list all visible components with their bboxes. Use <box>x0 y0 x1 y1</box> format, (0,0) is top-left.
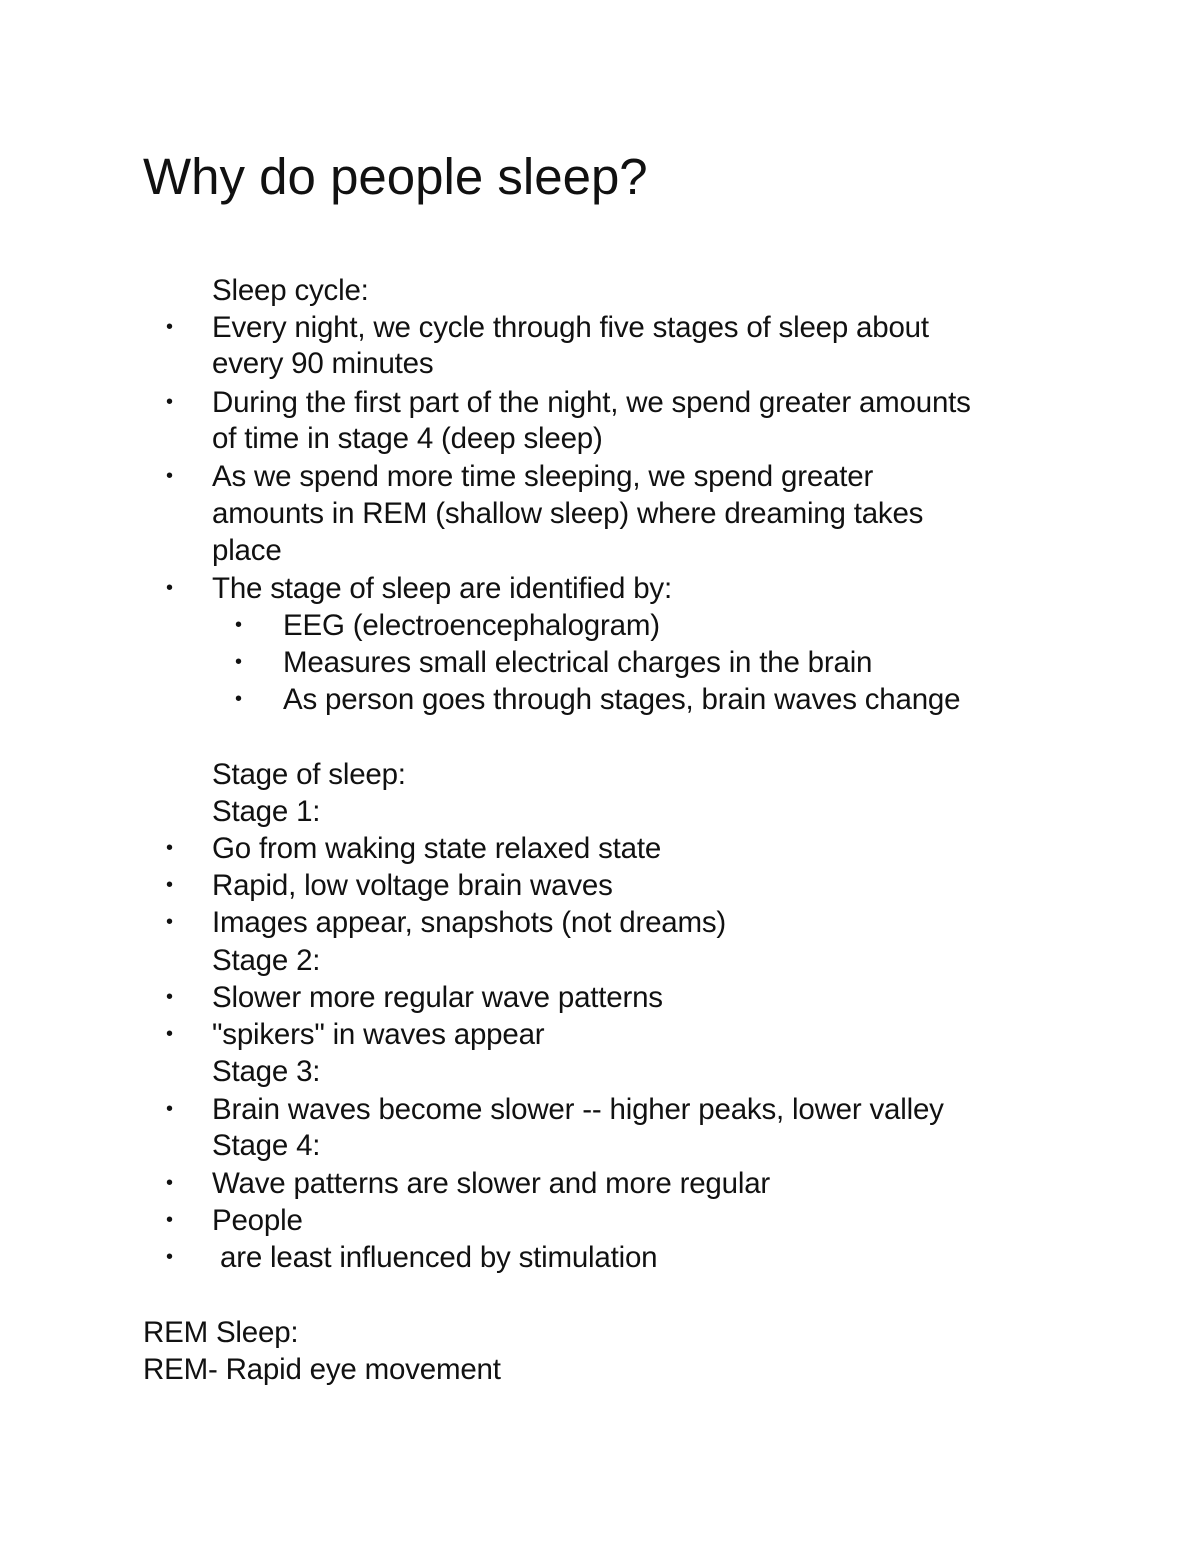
bullet-icon: • <box>235 614 243 636</box>
bullet-icon: • <box>166 1172 174 1194</box>
bullet-icon: • <box>235 651 243 673</box>
list-item: Go from waking state relaxed state <box>212 832 662 865</box>
bullet-icon: • <box>166 391 174 413</box>
list-item: Every night, we cycle through five stages of sleep about <box>212 311 929 344</box>
list-item-continuation: amounts in REM (shallow sleep) where dreaming takes <box>212 497 924 530</box>
bullet-icon: • <box>166 837 174 859</box>
list-item: As we spend more time sleeping, we spend greater <box>212 460 874 493</box>
sub-list-item: EEG (electroencephalogram) <box>283 609 660 642</box>
list-item: Images appear, snapshots (not dreams) <box>212 906 727 939</box>
bullet-icon: • <box>166 465 174 487</box>
page-title: Why do people sleep? <box>143 148 648 205</box>
rem-heading: REM Sleep: <box>143 1316 299 1349</box>
bullet-icon: • <box>166 874 174 896</box>
list-item: are least influenced by stimulation <box>212 1241 658 1274</box>
bullet-icon: • <box>166 1023 174 1045</box>
bullet-icon: • <box>166 1209 174 1231</box>
sleep-cycle-heading: Sleep cycle: <box>212 274 369 307</box>
bullet-icon: • <box>166 316 174 338</box>
list-item: During the first part of the night, we spend greater amounts <box>212 386 971 419</box>
rem-definition: REM- Rapid eye movement <box>143 1353 501 1386</box>
list-item: People <box>212 1204 303 1237</box>
list-item: Brain waves become slower -- higher peaks, lower valley <box>212 1093 944 1126</box>
bullet-icon: • <box>166 1246 174 1268</box>
bullet-icon: • <box>166 577 174 599</box>
list-item-continuation: every 90 minutes <box>212 347 434 380</box>
sub-list-item: As person goes through stages, brain waves change <box>283 683 961 716</box>
bullet-icon: • <box>235 688 243 710</box>
list-item: Slower more regular wave patterns <box>212 981 663 1014</box>
bullet-icon: • <box>166 986 174 1008</box>
list-item: Rapid, low voltage brain waves <box>212 869 613 902</box>
stage-label: Stage 1: <box>212 795 321 828</box>
list-item: The stage of sleep are identified by: <box>212 572 672 605</box>
list-item-continuation: place <box>212 534 282 567</box>
list-item: "spikers" in waves appear <box>212 1018 545 1051</box>
sub-list-item: Measures small electrical charges in the brain <box>283 646 873 679</box>
stage-label: Stage 4: <box>212 1129 321 1162</box>
stage-label: Stage 3: <box>212 1055 321 1088</box>
stages-heading: Stage of sleep: <box>212 758 406 791</box>
list-item: Wave patterns are slower and more regular <box>212 1167 771 1200</box>
list-item-continuation: of time in stage 4 (deep sleep) <box>212 422 603 455</box>
bullet-icon: • <box>166 1098 174 1120</box>
bullet-icon: • <box>166 911 174 933</box>
stage-label: Stage 2: <box>212 944 321 977</box>
